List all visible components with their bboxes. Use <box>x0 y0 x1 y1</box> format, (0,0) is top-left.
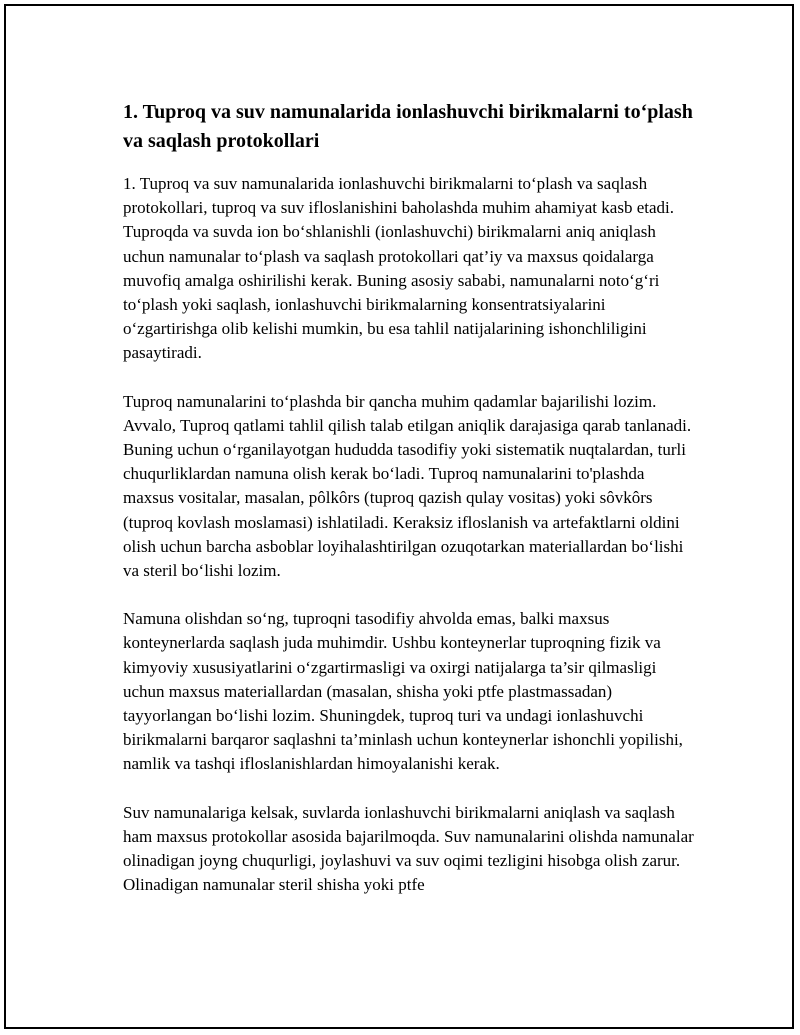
paragraph-1: 1. Tuproq va suv namunalarida ionlashuvchi birikmalarni to‘plash va saqlash protokollari, tuproq va suv ifloslanishini baholashda muhim ahamiyat kasb etadi. Tuproqda va suvda ion bo‘shlanishli (ionlashuvchi) birikmalarni aniq aniqlash uchun namunalar to‘plash va saqlash protokollari qat’iy va maxsus qoidalarga muvofiq amalga oshirilishi kerak. Buning asosiy sababi, namunalarni noto‘g‘ri to‘plash yoki saqlash, ionlashuvchi birikmalarning konsentratsiyalarini o‘zgartirishga olib kelishi mumkin, bu esa tahlil natijalarining ishonchliligini pasaytiradi. <box>123 174 674 363</box>
paragraph-4: Suv namunalariga kelsak, suvlarda ionlashuvchi birikmalarni aniqlash va saqlash ham maxsus protokollar asosida bajarilmoqda. Suv namunalarini olishda namunalar olinadigan joyng chuqurligi, joylashuvi va suv oqimi tezligini hisobga olish zarur. Olinadigan namunalar steril shisha yoki ptfe <box>123 802 694 895</box>
paragraph-3: Namuna olishdan so‘ng, tuproqni tasodifiy ahvolda emas, balki maxsus konteynerlarda saqlash juda muhimdir. Ushbu konteynerlar tuproqning fizik va kimyoviy xususiyatlarini o‘zgartirmasligi va oxirgi natijalarga ta’sir qilmasligi uchun maxsus materiallardan (masalan, shisha yoki ptfe plastmassadan) tayyorlangan bo‘lishi lozim. Shuningdek, tuproq turi va undagi ionlashuvchi birikmalarni barqaror saqlashni ta’minlash uchun konteynerlar ishonchli yopilishi, namlik va tashqi ifloslanishlardan himoyalanishi kerak. <box>123 609 683 774</box>
page-frame <box>4 4 794 1029</box>
document-title: 1. Tuproq va suv namunalarida ionlashuvchi birikmalarni to‘plash va saqlash protokollari <box>123 101 693 152</box>
document-body <box>123 98 698 921</box>
paragraph-2: Tuproq namunalarini to‘plashda bir qancha muhim qadamlar bajarilishi lozim. Avvalo, Tuproq qatlami tahlil qilish talab etilgan aniqlik darajasiga qarab tanlanadi. Buning uchun o‘rganilayotgan hududda tasodifiy yoki sistematik nuqtalardan, turli chuqurliklardan namuna olish kerak bo‘ladi. Tuproq namunalarini to'plashda maxsus vositalar, masalan, pôlkôrs (tuproq qazish qulay vositas) yoki sôvkôrs (tuproq kovlash moslamasi) ishlatiladi. Keraksiz ifloslanish va artefaktlarni oldini olish uchun barcha asboblar loyihalashtirilgan ozuqotarkan materiallardan bo‘lishi va steril bo‘lishi lozim. <box>123 391 692 581</box>
